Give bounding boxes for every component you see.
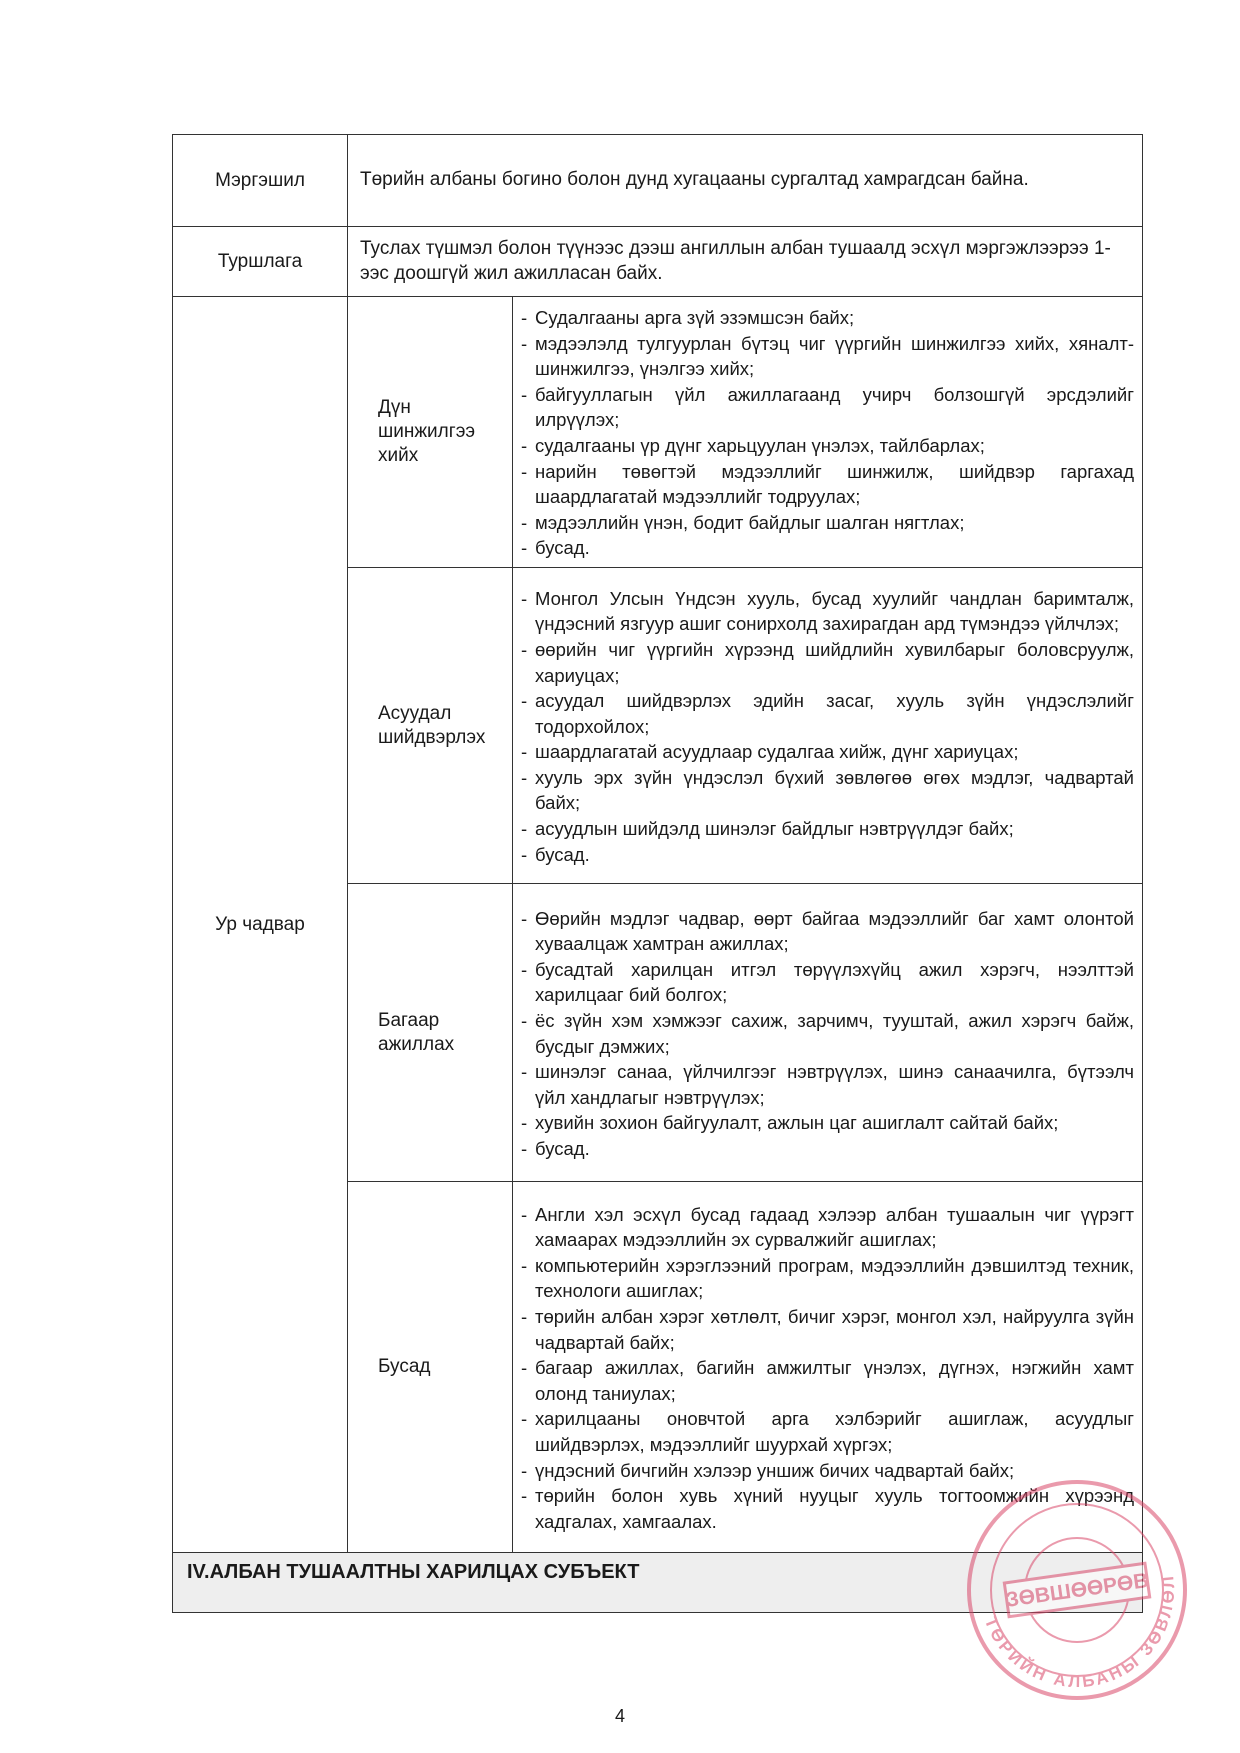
list-item: - үндэсний бичгийн хэлээр уншиж бичих чадвартай байх;	[521, 1458, 1134, 1484]
list-item: - асуудлын шийдэлд шинэлэг байдлыг нэвтрүүлдэг байх;	[521, 816, 1134, 842]
list-item: - шаардлагатай асуудлаар судалгаа хийж, дүнг хариуцах;	[521, 739, 1134, 765]
row-label: Туршлага	[173, 227, 348, 297]
row-text: Туслах түшмэл болон түүнээс дээш ангиллын албан тушаалд эсхүл мэргэжлээрээ 1-ээс доошгүй жил ажилласан байх.	[348, 227, 1143, 297]
list-item: - бусад.	[521, 1136, 1134, 1162]
list-item: - төрийн болон хувь хүний нууцыг хууль тогтоомжийн хүрээнд хадгалах, хамгаалах.	[521, 1483, 1134, 1534]
list-item: - Англи хэл эсхүл бусад гадаад хэлээр албан тушаалын чиг үүрэгт хамаарах мэдээллийн эх сурвалжийг ашиглах;	[521, 1202, 1134, 1253]
bullet-list	[513, 580, 1142, 872]
list-item: - хувийн зохион байгуулалт, ажлын цаг ашиглалт сайтай байх;	[521, 1110, 1134, 1136]
list-item: - Өөрийн мэдлэг чадвар, өөрт байгаа мэдээллийг баг хамт олонтой хуваалцаж хамтран ажиллах;	[521, 906, 1134, 957]
list-item: - өөрийн чиг үүргийн хүрээнд шийдлийн хувилбарыг боловсруулж, хариуцах;	[521, 637, 1134, 688]
row-label: Мэргэшил	[173, 135, 348, 227]
skill-group-items	[513, 297, 1143, 568]
list-item: - хууль эрх зүйн үндэслэл бүхий зөвлөгөө өгөх мэдлэг, чадвартай байх;	[521, 765, 1134, 816]
list-item: - асуудал шийдвэрлэх эдийн засаг, хууль зүйн үндэслэлийг тодорхойлох;	[521, 688, 1134, 739]
page-number: 4	[614, 1706, 625, 1726]
section-heading: IV.АЛБАН ТУШААЛТНЫ ХАРИЛЦАХ СУБЪЕКТ	[173, 1553, 1143, 1613]
row-text: Төрийн албаны богино болон дунд хугацааны сургалтад хамрагдсан байна.	[348, 135, 1143, 227]
skill-group-items	[513, 568, 1143, 884]
list-item: - мэдээллийн үнэн, бодит байдлыг шалган нягтлах;	[521, 510, 1134, 536]
skill-group-name: Бусад	[348, 1182, 513, 1553]
job-requirements-table	[172, 134, 1143, 1613]
table-row	[173, 227, 1143, 297]
skill-group-name: Багаар ажиллах	[348, 884, 513, 1182]
list-item: - төрийн албан хэрэг хөтлөлт, бичиг хэрэг, монгол хэл, найруулга зүйн чадвартай байх;	[521, 1304, 1134, 1355]
list-item: - Судалгааны арга зүй эзэмшсэн байх;	[521, 305, 1134, 331]
stamp-ring-text: ТӨРИЙН АЛБАНЫ ЗӨВЛӨЛ	[980, 1572, 1179, 1692]
list-item: - бусадтай харилцан итгэл төрүүлэхүйц ажил хэрэгч, нээлттэй харилцааг бий болгох;	[521, 957, 1134, 1008]
list-item: - ёс зүйн хэм хэмжээг сахиж, зарчимч, тууштай, ажил хэрэгч байж, бусдыг дэмжих;	[521, 1008, 1134, 1059]
table-row	[173, 135, 1143, 227]
list-item: - байгууллагын үйл ажиллагаанд учирч болзошгүй эрсдэлийг илрүүлэх;	[521, 382, 1134, 433]
skill-group-items	[513, 884, 1143, 1182]
list-item: - багаар ажиллах, багийн амжилтыг үнэлэх, дүгнэх, нэгжийн хамт олонд таниулах;	[521, 1355, 1134, 1406]
list-item: - компьютерийн хэрэглээний програм, мэдээллийн дэвшилтэд техник, технологи ашиглах;	[521, 1253, 1134, 1304]
list-item: - мэдээлэлд тулгуурлан бүтэц чиг үүргийн шинжилгээ хийх, хяналт-шинжилгээ, үнэлгээ хийх;	[521, 331, 1134, 382]
bullet-list	[513, 900, 1142, 1166]
stamp-center-text: ЗӨВШӨӨРӨВ	[1004, 1569, 1150, 1612]
list-item: - харилцааны оновчтой арга хэлбэрийг ашиглаж, асуудлыг шийдвэрлэх, мэдээллийг шуурхай хүргэх;	[521, 1406, 1134, 1457]
approval-stamp	[962, 1475, 1192, 1705]
skill-group-name: Дүн шинжилгээ хийх	[348, 297, 513, 568]
list-item: - бусад.	[521, 535, 1134, 561]
list-item: - судалгааны үр дүнг харьцуулан үнэлэх, тайлбарлах;	[521, 433, 1134, 459]
list-item: - шинэлэг санаа, үйлчилгээг нэвтрүүлэх, шинэ санаачилга, бүтээлч үйл хандлагыг нэвтрүүлэх;	[521, 1059, 1134, 1110]
skills-row	[173, 297, 1143, 568]
list-item: - Монгол Улсын Үндсэн хууль, бусад хуулийг чандлан баримталж, үндэсний язгуур ашиг сонирхолд захирагдан ард түмэндээ үйлчлэх;	[521, 586, 1134, 637]
list-item: - бусад.	[521, 842, 1134, 868]
list-item: - нарийн төвөгтэй мэдээллийг шинжилж, шийдвэр гаргахад шаардлагатай мэдээллийг тодруулах;	[521, 459, 1134, 510]
skill-group-name: Асуудал шийдвэрлэх	[348, 568, 513, 884]
bullet-list	[513, 299, 1142, 565]
skills-label: Ур чадвар	[173, 297, 348, 1553]
